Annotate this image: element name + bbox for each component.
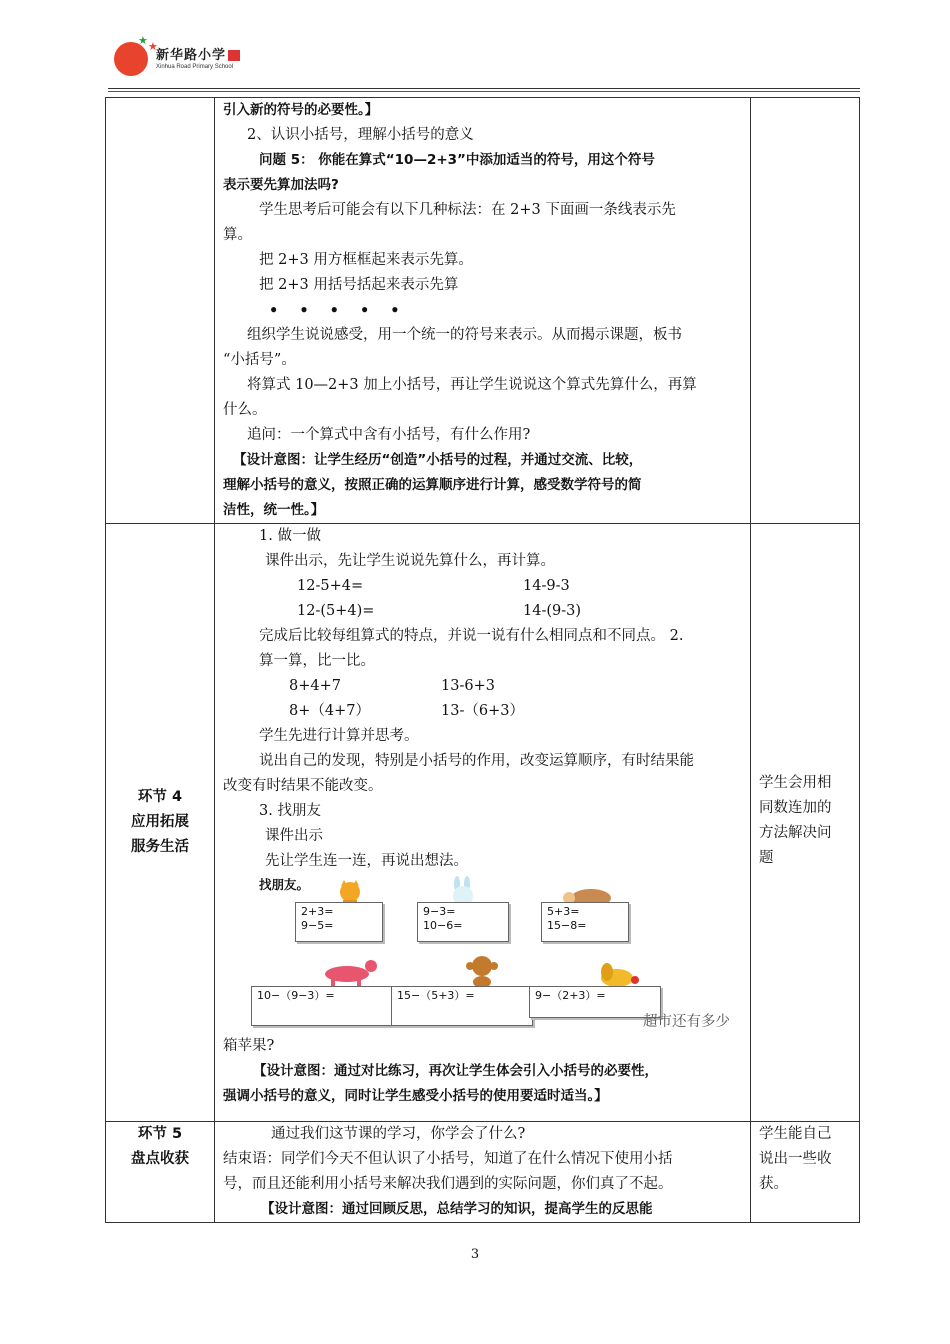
header-rule [108, 88, 860, 89]
lesson-table [105, 97, 860, 1223]
expression: 13-6+3 [441, 678, 495, 694]
star-icon: ★ [148, 40, 158, 53]
card-equation: 10−（9−3）= [257, 989, 335, 1002]
star-icon: ★ [138, 34, 148, 47]
note-line: 学生会用相 [759, 774, 832, 791]
school-logo [108, 34, 268, 80]
note-cell [751, 524, 860, 1122]
design-intent: 强调小括号的意义，同时让学生感受小括号的使用要适时适当。】 [223, 1088, 608, 1104]
question-line: 问题 5： 你能在算式“10—2+3”中添加适当的符号，用这个符号 [259, 152, 655, 168]
text-line: 完成后比较每组算式的特点，并说一说有什么相同点和不同点。 2. [259, 628, 684, 644]
text-line: 改变有时结果不能改变。 [223, 778, 383, 794]
text-line: 学生先进行计算并思考。 [259, 728, 419, 744]
expression-row [223, 699, 742, 724]
note-line: 说出一些收 [759, 1151, 832, 1167]
note-line: 获。 [759, 1176, 788, 1192]
design-intent: 【设计意图：通过回顾反思，总结学习的知识，提高学生的反思能 [261, 1201, 653, 1217]
expression: 14-9-3 [523, 578, 570, 594]
text-line: “小括号”。 [223, 352, 296, 368]
text-line: 引入新的符号的必要性。】 [223, 102, 379, 118]
card-equation: 15−（5+3）= [397, 989, 475, 1002]
school-name-en: Xinhua Road Primary School [156, 64, 234, 70]
text-line: 学生思考后可能会有以下几种标法：在 2+3 下面画一条线表示先 [259, 202, 676, 218]
text-line: 组织学生说说感受，用一个统一的符号来表示。从而揭示课题，板书 [247, 327, 682, 343]
stage-label: 服务生活 [131, 839, 189, 855]
equation-card [417, 902, 509, 942]
table-row [106, 524, 860, 1122]
table-row [106, 98, 860, 524]
text-line: 课件出示，先让学生说说先算什么，再计算。 [265, 553, 555, 569]
equation-card [541, 902, 629, 942]
text-line: 说出自己的发现，特别是小括号的作用，改变运算顺序，有时结果能 [259, 753, 694, 769]
equation-card [295, 902, 383, 942]
stage-label: 盘点收获 [131, 1151, 189, 1167]
stage-label: 应用拓展 [131, 814, 189, 830]
card-equation: 5+3= [547, 905, 580, 918]
expression: 12-(5+4)= [297, 603, 375, 619]
stage-label: 环节 5 [137, 1126, 183, 1142]
equation-card [391, 986, 533, 1026]
text-line: 1. 做一做 [259, 528, 321, 544]
table-row [106, 1122, 860, 1223]
question-line: 表示要先算加法吗? [223, 177, 339, 193]
content-cell [215, 98, 751, 524]
text-line: 追问：一个算式中含有小括号，有什么作用? [247, 427, 531, 443]
stage-cell [106, 98, 215, 524]
seal-icon [228, 50, 240, 61]
text-line: 号，而且还能利用小括号来解决我们遇到的实际问题，你们真了不起。 [223, 1176, 673, 1192]
card-equation: 9−3= [423, 905, 456, 918]
text-line: 把 2+3 用括号括起来表示先算 [259, 277, 459, 293]
expression: 12-5+4= [297, 578, 364, 594]
ellipsis-dots: • • • • • [269, 302, 408, 319]
card-equation: 10−6= [423, 919, 463, 932]
card-equation: 9−（2+3）= [535, 989, 606, 1002]
expression: 8+（4+7） [289, 703, 370, 719]
text-line: 算一算，比一比。 [259, 653, 375, 669]
expression: 14-(9-3) [523, 603, 582, 619]
school-name-cn: 新华路小学 [156, 44, 240, 63]
note-line: 学生能自己 [759, 1126, 832, 1142]
design-intent: 【设计意图：让学生经历“创造”小括号的过程，并通过交流、比较， [233, 452, 643, 468]
content-cell [215, 524, 751, 1122]
text-line: 课件出示 [265, 828, 323, 844]
note-line: 方法解决问 [759, 824, 832, 841]
text-line: 算。 [223, 227, 252, 243]
stage-label: 环节 4 [137, 789, 183, 805]
expression: 13-（6+3） [441, 703, 524, 719]
card-equation: 9−5= [301, 919, 334, 932]
text-line: 先让学生连一连，再说出想法。 [265, 853, 468, 869]
expression-row [223, 599, 742, 624]
note-cell [751, 1122, 860, 1223]
text-line: 将算式 10—2+3 加上小括号，再让学生说说这个算式先算什么，再算 [247, 377, 697, 393]
content-cell [215, 1122, 751, 1223]
stage-cell [106, 1122, 215, 1223]
note-line: 题 [759, 849, 774, 866]
equation-card [251, 986, 405, 1026]
card-equation: 15−8= [547, 919, 587, 932]
stage-cell [106, 524, 215, 1122]
note-line: 同数连加的 [759, 799, 832, 816]
expression: 8+4+7 [289, 678, 341, 694]
expression-row [223, 674, 742, 699]
card-equation: 2+3= [301, 905, 334, 918]
text-line: 超市还有多少 [643, 1014, 730, 1030]
text-line: 什么。 [223, 402, 267, 418]
note-cell [751, 98, 860, 524]
game-title: 找朋友。 [259, 877, 310, 892]
header-rule-thin [108, 91, 860, 92]
horse-icon [315, 958, 379, 988]
equation-card [529, 986, 661, 1018]
text-line: 通过我们这节课的学习，你学会了什么? [271, 1126, 526, 1142]
text-line: 结束语：同学们今天不但认识了小括号，知道了在什么情况下使用小括 [223, 1151, 673, 1167]
design-intent: 理解小括号的意义，按照正确的运算顺序进行计算，感受数学符号的简 [223, 477, 642, 493]
monkey-icon [461, 954, 503, 988]
text-line: 把 2+3 用方框框起来表示先算。 [259, 252, 473, 268]
design-intent: 【设计意图：通过对比练习，再次让学生体会引入小括号的必要性， [253, 1063, 658, 1079]
page-number: 3 [470, 1247, 480, 1262]
find-friends-game [223, 874, 742, 1034]
text-line: 箱苹果? [223, 1038, 275, 1054]
logo-emblem [114, 42, 148, 76]
text-line: 3. 找朋友 [259, 803, 321, 819]
text-line: 2、认识小括号，理解小括号的意义 [247, 127, 474, 143]
expression-row [223, 574, 742, 599]
design-intent: 洁性，统一性。】 [223, 502, 325, 518]
